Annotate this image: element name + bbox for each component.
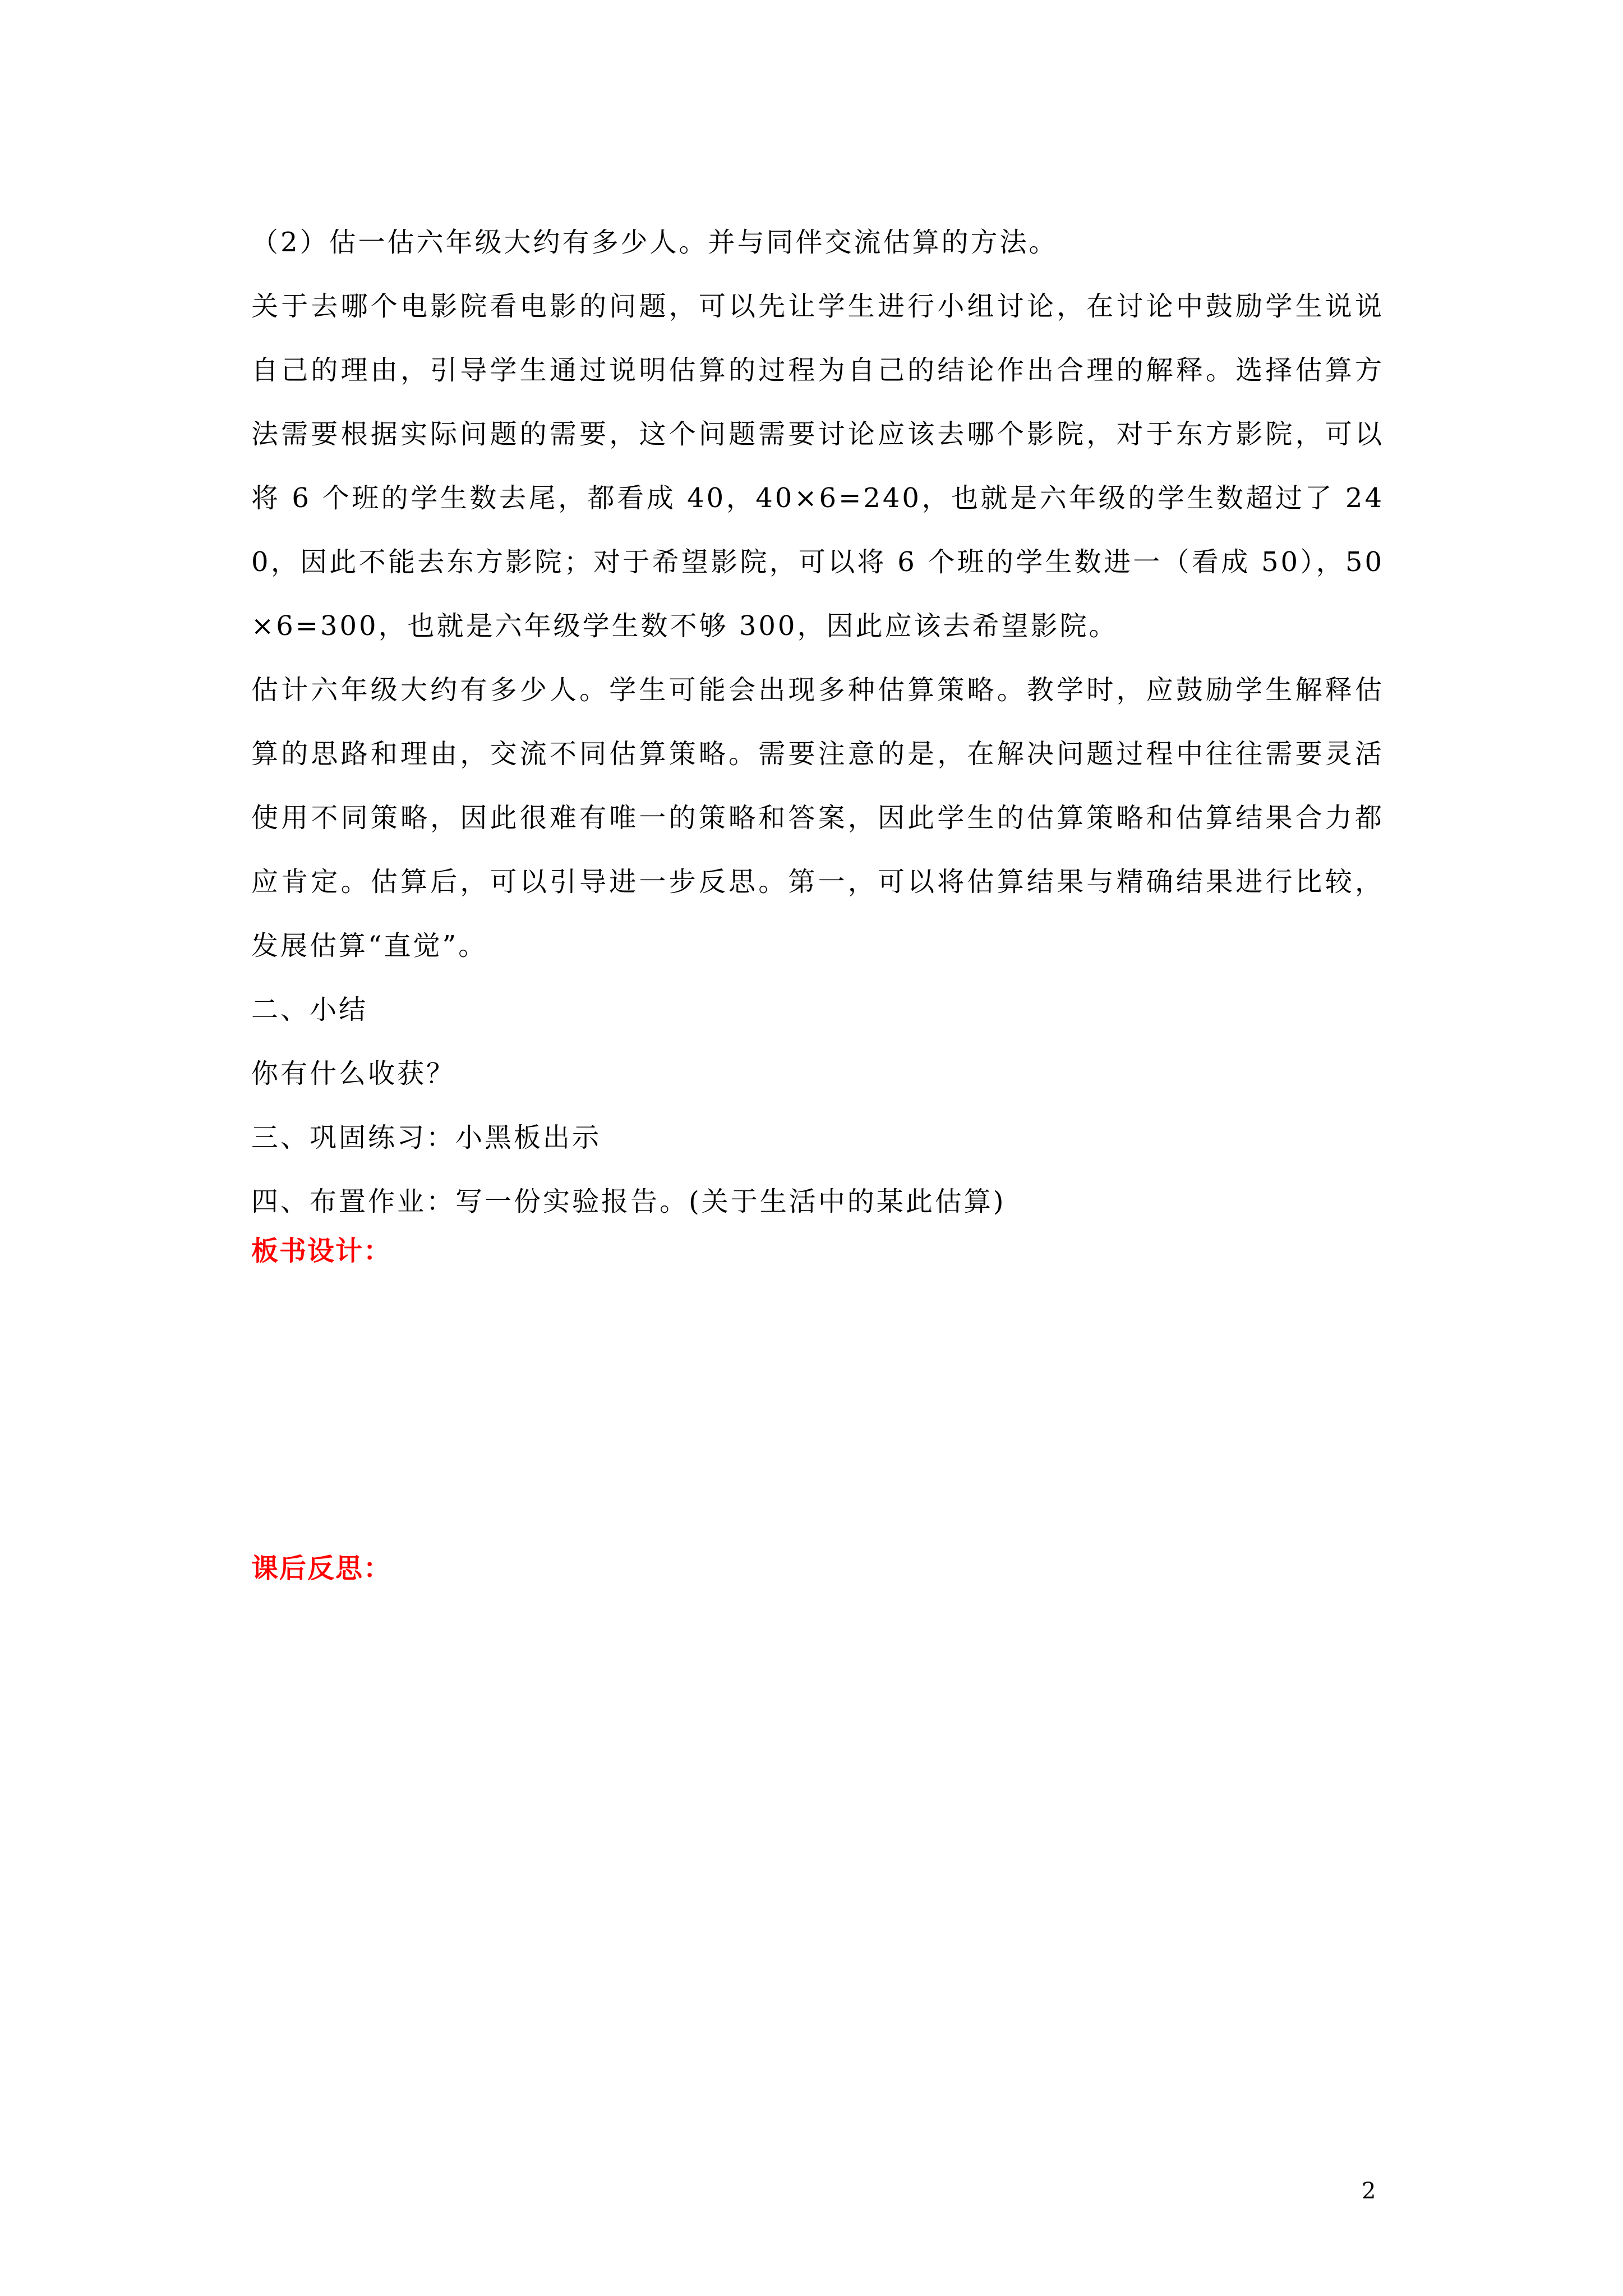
paragraph-estimate-task: （2）估一估六年级大约有多少人。并与同伴交流估算的方法。 [251, 227, 1058, 258]
reflection-heading: 课后反思： [251, 1553, 392, 1584]
lesson-body [251, 210, 1384, 1234]
page-number: 2 [1362, 2178, 1376, 2204]
summary-question: 你有什么收获？ [251, 1058, 456, 1089]
section-practice: 三、巩固练习：小黑板出示 [251, 1122, 602, 1153]
section-homework: 四、布置作业：写一份实验报告。(关于生活中的某此估算) [251, 1186, 1006, 1217]
paragraph-cinema-discussion: 关于去哪个电影院看电影的问题，可以先让学生进行小组讨论，在讨论中鼓励学生说说自己的理由，引导学生通过说明估算的过程为自己的结论作出合理的解释。选择估算方法需要根据实际问题的需要，这个问题需要讨论应该去哪个影院，对于东方影院，可以将 6 个班的学生数去尾，都看成 40，40×6=240，也就是六年级的学生数超过了 240，因此不能去东方影院；对于希望影院，可以将 6 个班的学生数进一（看成 50），50×6=300，也就是六年级学生数不够 300，因此应该去希望影院。 [251, 291, 1384, 642]
section-summary: 二、小结 [251, 994, 368, 1025]
board-design-heading: 板书设计： [251, 1235, 392, 1267]
paragraph-estimation-strategies: 估计六年级大约有多少人。学生可能会出现多种估算策略。教学时，应鼓励学生解释估算的思路和理由，交流不同估算策略。需要注意的是，在解决问题过程中往往需要灵活使用不同策略，因此很难有唯一的策略和答案，因此学生的估算策略和估算结果合力都应肯定。估算后，可以引导进一步反思。第一，可以将估算结果与精确结果进行比较，发展估算“直觉”。 [251, 674, 1384, 961]
